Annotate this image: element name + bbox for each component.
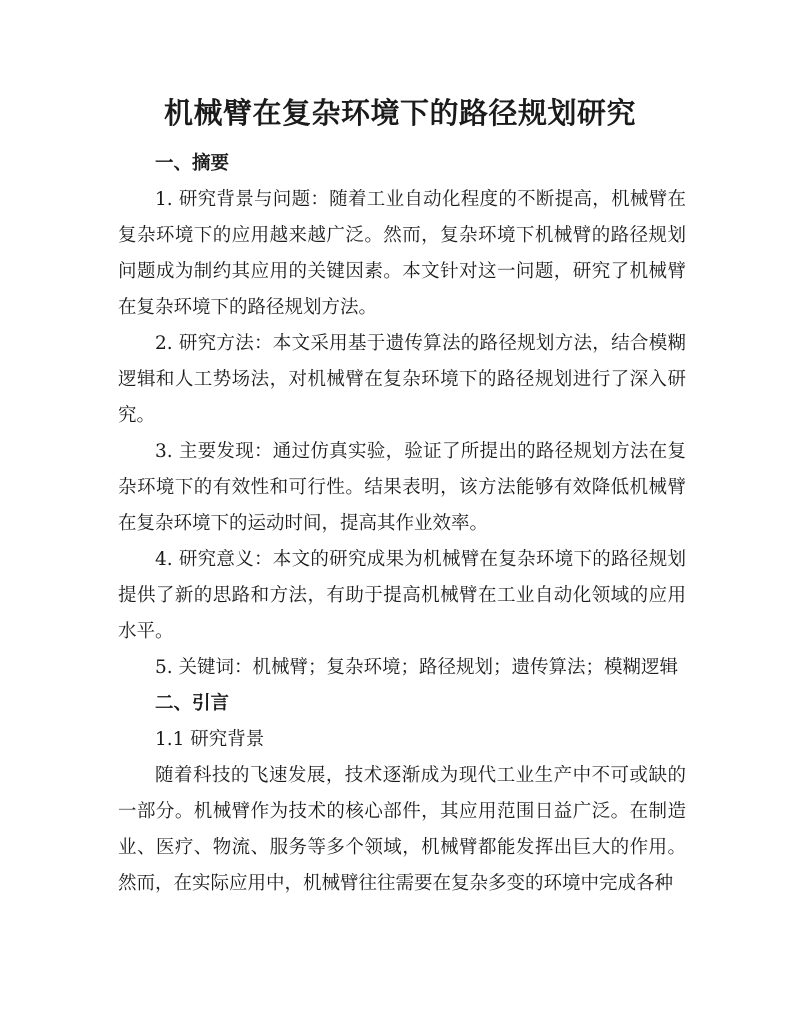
document-body [118,146,686,902]
abstract-item-3: 3. 主要发现：通过仿真实验，验证了所提出的路径规划方法在复杂环境下的有效性和可行性。结果表明，该方法能够有效降低机械臂在复杂环境下的运动时间，提高其作业效率。 [118,441,686,534]
abstract-heading: 一、摘要 [155,153,230,174]
document-title: 机械臂在复杂环境下的路径规划研究 [163,96,636,130]
intro-heading: 二、引言 [155,693,230,714]
abstract-item-2: 2. 研究方法：本文采用基于遗传算法的路径规划方法，结合模糊逻辑和人工势场法，对机械臂在复杂环境下的路径规划进行了深入研究。 [118,333,686,426]
abstract-item-1: 1. 研究背景与问题：随着工业自动化程度的不断提高，机械臂在复杂环境下的应用越来越广泛。然而，复杂环境下机械臂的路径规划问题成为制约其应用的关键因素。本文针对这一问题，研究了机械臂在复杂环境下的路径规划方法。 [118,189,686,318]
abstract-item-4: 4. 研究意义：本文的研究成果为机械臂在复杂环境下的路径规划提供了新的思路和方法，有助于提高机械臂在工业自动化领域的应用水平。 [118,549,686,642]
abstract-item-5-keywords: 5. 关键词：机械臂；复杂环境；路径规划；遗传算法；模糊逻辑 [155,657,679,678]
intro-subheading: 1.1 研究背景 [155,729,265,750]
intro-paragraph: 随着科技的飞速发展，技术逐渐成为现代工业生产中不可或缺的一部分。机械臂作为技术的核心部件，其应用范围日益广泛。在制造业、医疗、物流、服务等多个领域，机械臂都能发挥出巨大的作用。然而，在实际应用中，机械臂往往需要在复杂多变的环境中完成各种 [118,765,686,894]
